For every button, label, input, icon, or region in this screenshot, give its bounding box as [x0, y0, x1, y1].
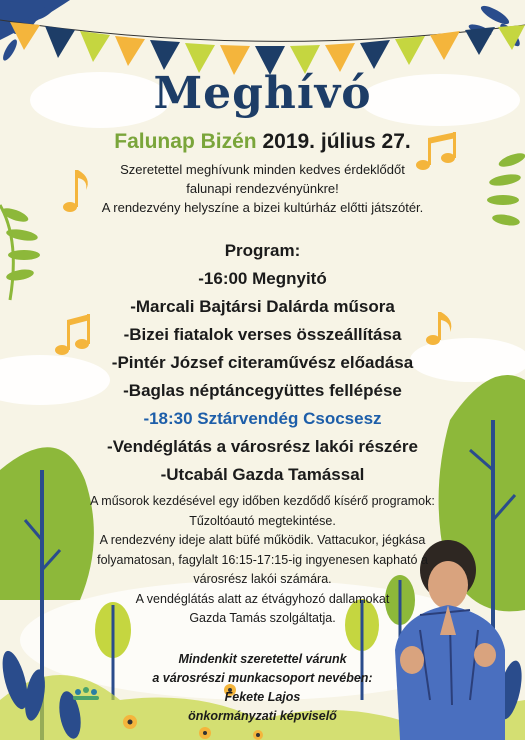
closing-line: a városrészi munkacsoport nevében:	[152, 671, 373, 685]
signer-name: Fekete Lajos	[224, 690, 301, 704]
program-heading: Program:	[224, 241, 301, 260]
signer-title: önkormányzati képviselő	[188, 709, 337, 723]
program-item: -16:00 Megnyitó	[198, 269, 327, 288]
program-item: -Pintér József citeraművész előadása	[111, 353, 414, 372]
info-line: A vendéglátás alatt az étvágyhozó dallamokat	[135, 591, 390, 606]
program-list	[0, 237, 525, 489]
info-line: A rendezvény ideje alatt büfé működik. Vattacukor, jégkása	[99, 533, 426, 547]
closing-line: Mindenkit szeretettel várunk	[178, 652, 347, 666]
program-item: -Vendéglátás a városrész lakói részére	[107, 437, 418, 456]
info-line: A műsorok kezdésével egy időben kezdődő kísérő programok:	[90, 494, 435, 508]
program-item: -Baglas néptáncegyüttes fellépése	[123, 381, 402, 400]
pennant-banner	[0, 20, 525, 75]
event-place: Falunap Bizén	[114, 130, 257, 153]
program-item: -Bizei fiatalok verses összeállítása	[123, 325, 402, 344]
info-line: Tűzoltóautó megtekintése.	[189, 513, 336, 528]
intro-line: A rendezvény helyszíne a bizei kultúrház előtti játszótér.	[101, 200, 424, 215]
intro-text	[0, 160, 525, 217]
event-date: 2019. július 27.	[262, 130, 411, 153]
info-line: városrész lakói számára.	[193, 572, 332, 586]
intro-line: falunapi rendezvényünkre!	[186, 181, 339, 196]
program-item: -Marcali Bajtársi Dalárda műsora	[130, 297, 395, 316]
info-text	[0, 492, 525, 629]
info-line: folyamatosan, fagylalt 16:15-17:15-ig ingyenesen kapható a	[97, 552, 428, 567]
intro-line: Szeretettel meghívunk minden kedves érdeklődőt	[120, 162, 405, 177]
closing-signature	[0, 650, 525, 726]
info-line: Gazda Tamás szolgáltatja.	[189, 611, 336, 625]
program-item: -Utcabál Gazda Tamással	[160, 465, 365, 484]
invitation-title: Meghívó	[153, 68, 372, 119]
program-item-highlight: -18:30 Sztárvendég Csocsesz	[143, 409, 382, 428]
event-headline	[0, 130, 525, 154]
